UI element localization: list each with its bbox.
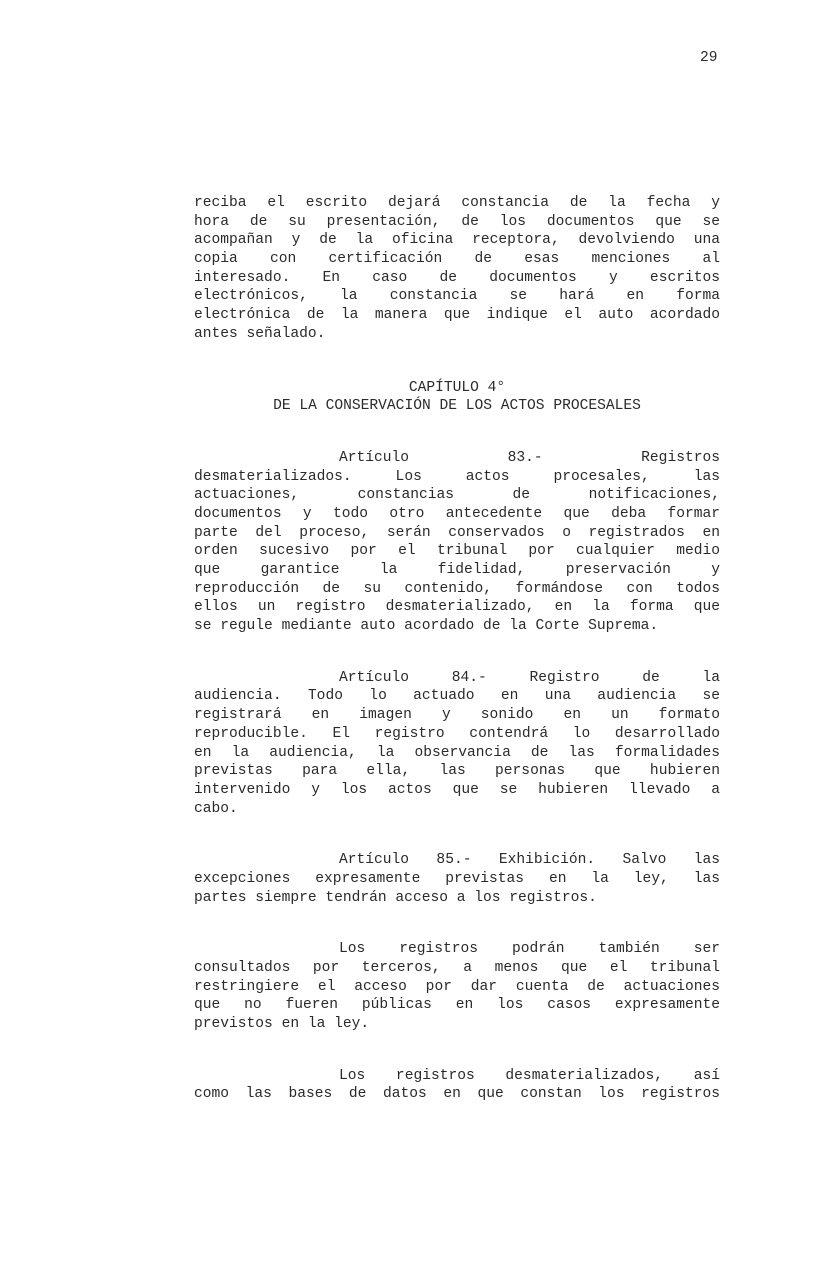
- text-line: parte del proceso, serán conservados o registrados en: [194, 524, 720, 541]
- paragraph-terceros: [194, 940, 720, 1033]
- text-line: se regule mediante auto acordado de la Corte Suprema.: [194, 618, 659, 635]
- text-line: cabo.: [194, 800, 238, 817]
- article-heading-line: Artículo 85.- Exhibición. Salvo las: [339, 852, 720, 869]
- text-line: ellos un registro desmaterializado, en la forma que: [194, 599, 720, 616]
- text-line: hora de su presentación, de los documentos que se: [194, 213, 720, 230]
- text-line: reproducible. El registro contendrá lo desarrollado: [194, 725, 720, 742]
- document-body: [194, 194, 720, 1104]
- text-line: documentos y todo otro antecedente que deba formar: [194, 505, 720, 522]
- article-heading-line: Artículo 83.- Registros: [339, 449, 720, 466]
- page-number: 29: [700, 50, 718, 66]
- text-line: Los registros desmaterializados, así: [339, 1067, 720, 1084]
- text-line: consultados por terceros, a menos que el tribunal: [194, 960, 720, 976]
- chapter-heading: [194, 379, 720, 416]
- text-line: registrará en imagen y sonido en un formato: [194, 707, 720, 724]
- text-line: electrónicos, la constancia se hará en forma: [194, 288, 720, 305]
- text-line: orden sucesivo por el tribunal por cualquier medio: [194, 543, 720, 560]
- article-heading-line: Artículo 84.- Registro de la: [339, 669, 720, 686]
- paragraph-intro: [194, 194, 720, 344]
- text-line: restringiere el acceso por dar cuenta de actuaciones: [194, 978, 720, 995]
- article-83: [194, 449, 720, 636]
- chapter-title: CAPÍTULO 4°: [408, 379, 506, 396]
- text-line: electrónica de la manera que indique el auto acordado: [194, 307, 720, 324]
- article-85: [194, 851, 720, 907]
- text-line: antes señalado.: [194, 325, 326, 342]
- article-84: [194, 669, 720, 819]
- text-line: desmaterializados. Los actos procesales, las: [194, 468, 720, 485]
- chapter-subtitle: DE LA CONSERVACIÓN DE LOS ACTOS PROCESALES: [273, 398, 641, 415]
- text-line: Los registros podrán también ser: [339, 941, 720, 958]
- text-line: interesado. En caso de documentos y escritos: [194, 269, 720, 286]
- text-line: actuaciones, constancias de notificaciones,: [194, 487, 720, 504]
- text-line: previstas para ella, las personas que hubieren: [194, 763, 720, 780]
- text-line: partes siempre tendrán acceso a los registros.: [194, 889, 597, 906]
- text-line: que no fueren públicas en los casos expresamente: [194, 997, 720, 1014]
- text-line: acompañan y de la oficina receptora, devolviendo una: [194, 232, 720, 249]
- text-line: reciba el escrito dejará constancia de la fecha y: [194, 195, 720, 211]
- text-line: excepciones expresamente previstas en la ley, las: [194, 870, 720, 887]
- text-line: reproducción de su contenido, formándose con todos: [194, 580, 720, 597]
- text-line: previstos en la ley.: [194, 1016, 370, 1033]
- text-line: en la audiencia, la observancia de las formalidades: [194, 744, 720, 761]
- text-line: copia con certificación de esas menciones al: [194, 251, 720, 268]
- text-line: intervenido y los actos que se hubieren llevado a: [194, 781, 720, 798]
- text-line: como las bases de datos en que constan los registros: [194, 1086, 720, 1103]
- text-line: audiencia. Todo lo actuado en una audiencia se: [194, 688, 720, 705]
- paragraph-bases: [194, 1067, 720, 1104]
- text-line: que garantice la fidelidad, preservación y: [194, 562, 720, 578]
